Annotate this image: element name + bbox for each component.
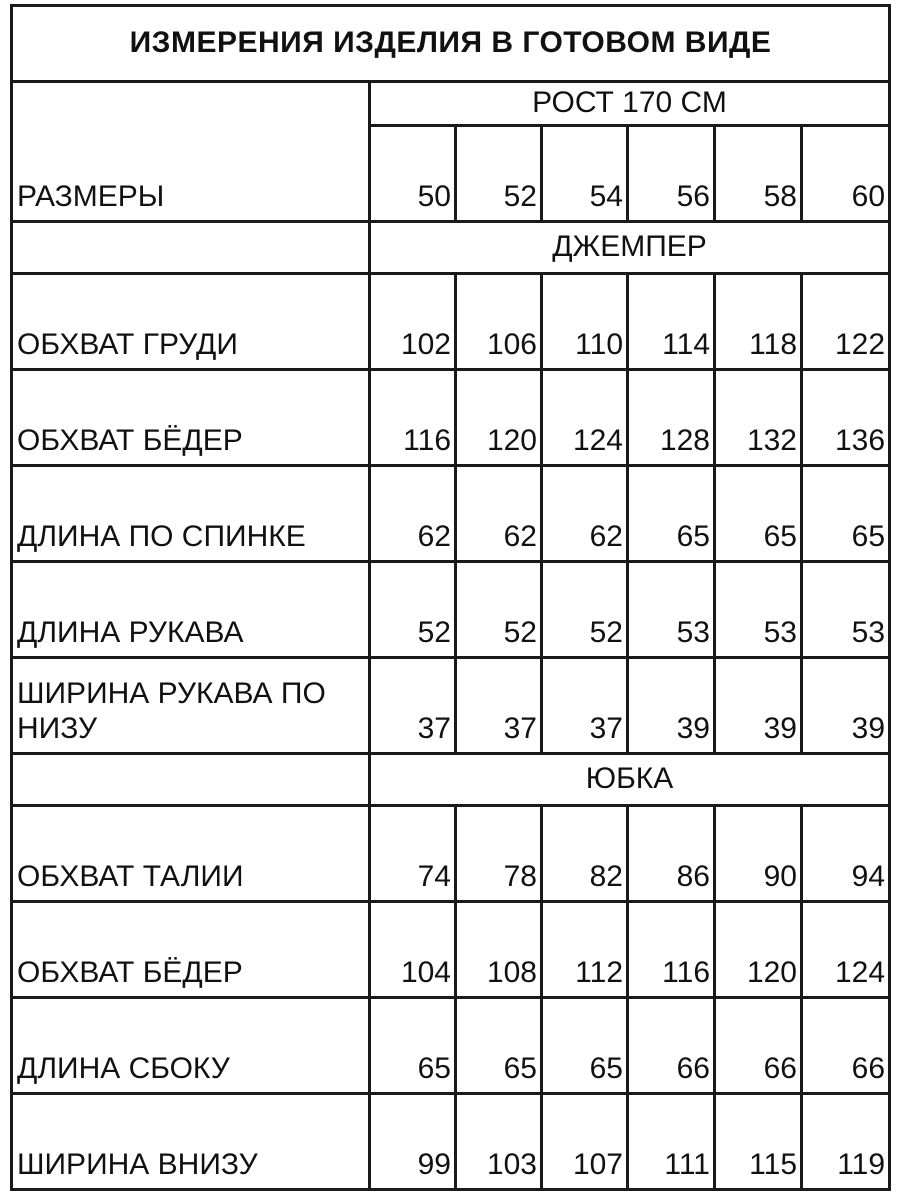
measurement-label: ОБХВАТ БЁДЕР bbox=[12, 370, 370, 466]
measurement-value: 62 bbox=[456, 466, 542, 562]
measurement-value: 65 bbox=[715, 466, 802, 562]
measurement-value: 52 bbox=[456, 562, 542, 658]
table-row bbox=[12, 998, 890, 1094]
measurement-label: ОБХВАТ ТАЛИИ bbox=[12, 806, 370, 902]
measurement-value: 119 bbox=[802, 1094, 890, 1190]
table-row bbox=[12, 902, 890, 998]
measurements-table bbox=[10, 4, 891, 1191]
measurement-value: 90 bbox=[715, 806, 802, 902]
table-row bbox=[12, 1094, 890, 1190]
measurement-value: 66 bbox=[628, 998, 715, 1094]
measurement-value: 62 bbox=[542, 466, 628, 562]
measurement-label: ОБХВАТ ГРУДИ bbox=[12, 274, 370, 370]
section-empty-cell bbox=[12, 222, 370, 274]
size-value: 58 bbox=[715, 126, 802, 222]
measurement-label: ШИРИНА РУКАВА ПО НИЗУ bbox=[12, 658, 370, 754]
table-row bbox=[12, 274, 890, 370]
measurement-value: 53 bbox=[802, 562, 890, 658]
measurement-value: 112 bbox=[542, 902, 628, 998]
measurement-value: 86 bbox=[628, 806, 715, 902]
measurement-value: 52 bbox=[542, 562, 628, 658]
measurement-value: 108 bbox=[456, 902, 542, 998]
measurement-value: 53 bbox=[715, 562, 802, 658]
measurement-value: 37 bbox=[370, 658, 456, 754]
size-value: 50 bbox=[370, 126, 456, 222]
measurement-value: 53 bbox=[628, 562, 715, 658]
measurement-value: 106 bbox=[456, 274, 542, 370]
size-value: 60 bbox=[802, 126, 890, 222]
measurement-value: 66 bbox=[802, 998, 890, 1094]
measurement-value: 103 bbox=[456, 1094, 542, 1190]
measurement-value: 120 bbox=[456, 370, 542, 466]
measurement-value: 116 bbox=[628, 902, 715, 998]
measurement-value: 110 bbox=[542, 274, 628, 370]
measurement-value: 37 bbox=[456, 658, 542, 754]
measurement-value: 122 bbox=[802, 274, 890, 370]
measurement-value: 128 bbox=[628, 370, 715, 466]
measurement-value: 114 bbox=[628, 274, 715, 370]
size-value: 56 bbox=[628, 126, 715, 222]
measurement-value: 104 bbox=[370, 902, 456, 998]
size-value: 54 bbox=[542, 126, 628, 222]
measurement-value: 65 bbox=[542, 998, 628, 1094]
table-row bbox=[12, 370, 890, 466]
measurement-value: 118 bbox=[715, 274, 802, 370]
section-empty-cell bbox=[12, 754, 370, 806]
measurement-value: 65 bbox=[456, 998, 542, 1094]
measurement-label: ДЛИНА ПО СПИНКЕ bbox=[12, 466, 370, 562]
measurement-value: 39 bbox=[802, 658, 890, 754]
measurement-value: 132 bbox=[715, 370, 802, 466]
measurement-value: 37 bbox=[542, 658, 628, 754]
measurement-value: 136 bbox=[802, 370, 890, 466]
measurement-label: ДЛИНА СБОКУ bbox=[12, 998, 370, 1094]
measurement-value: 39 bbox=[715, 658, 802, 754]
measurement-value: 65 bbox=[802, 466, 890, 562]
measurement-value: 111 bbox=[628, 1094, 715, 1190]
height-label: РОСТ 170 СМ bbox=[370, 82, 890, 126]
measurement-label: ОБХВАТ БЁДЕР bbox=[12, 902, 370, 998]
measurement-value: 94 bbox=[802, 806, 890, 902]
measurement-value: 99 bbox=[370, 1094, 456, 1190]
measurement-label: ШИРИНА ВНИЗУ bbox=[12, 1094, 370, 1190]
measurement-value: 82 bbox=[542, 806, 628, 902]
measurement-value: 78 bbox=[456, 806, 542, 902]
measurement-value: 102 bbox=[370, 274, 456, 370]
measurement-value: 115 bbox=[715, 1094, 802, 1190]
sizes-label: РАЗМЕРЫ bbox=[12, 82, 370, 222]
table-row bbox=[12, 658, 890, 754]
measurement-value: 66 bbox=[715, 998, 802, 1094]
measurement-value: 65 bbox=[628, 466, 715, 562]
section-header-row bbox=[12, 754, 890, 806]
measurement-value: 62 bbox=[370, 466, 456, 562]
measurement-value: 120 bbox=[715, 902, 802, 998]
measurement-value: 124 bbox=[542, 370, 628, 466]
section-title: ДЖЕМПЕР bbox=[370, 222, 890, 274]
size-value: 52 bbox=[456, 126, 542, 222]
table-row bbox=[12, 806, 890, 902]
table-title: ИЗМЕРЕНИЯ ИЗДЕЛИЯ В ГОТОВОМ ВИДЕ bbox=[12, 6, 890, 82]
section-title: ЮБКА bbox=[370, 754, 890, 806]
measurement-value: 39 bbox=[628, 658, 715, 754]
measurement-value: 107 bbox=[542, 1094, 628, 1190]
section-header-row bbox=[12, 222, 890, 274]
measurement-value: 116 bbox=[370, 370, 456, 466]
table-row bbox=[12, 562, 890, 658]
measurement-value: 74 bbox=[370, 806, 456, 902]
measurement-value: 124 bbox=[802, 902, 890, 998]
measurement-label: ДЛИНА РУКАВА bbox=[12, 562, 370, 658]
measurement-value: 52 bbox=[370, 562, 456, 658]
table-row bbox=[12, 466, 890, 562]
measurement-value: 65 bbox=[370, 998, 456, 1094]
size-chart bbox=[10, 4, 888, 1196]
